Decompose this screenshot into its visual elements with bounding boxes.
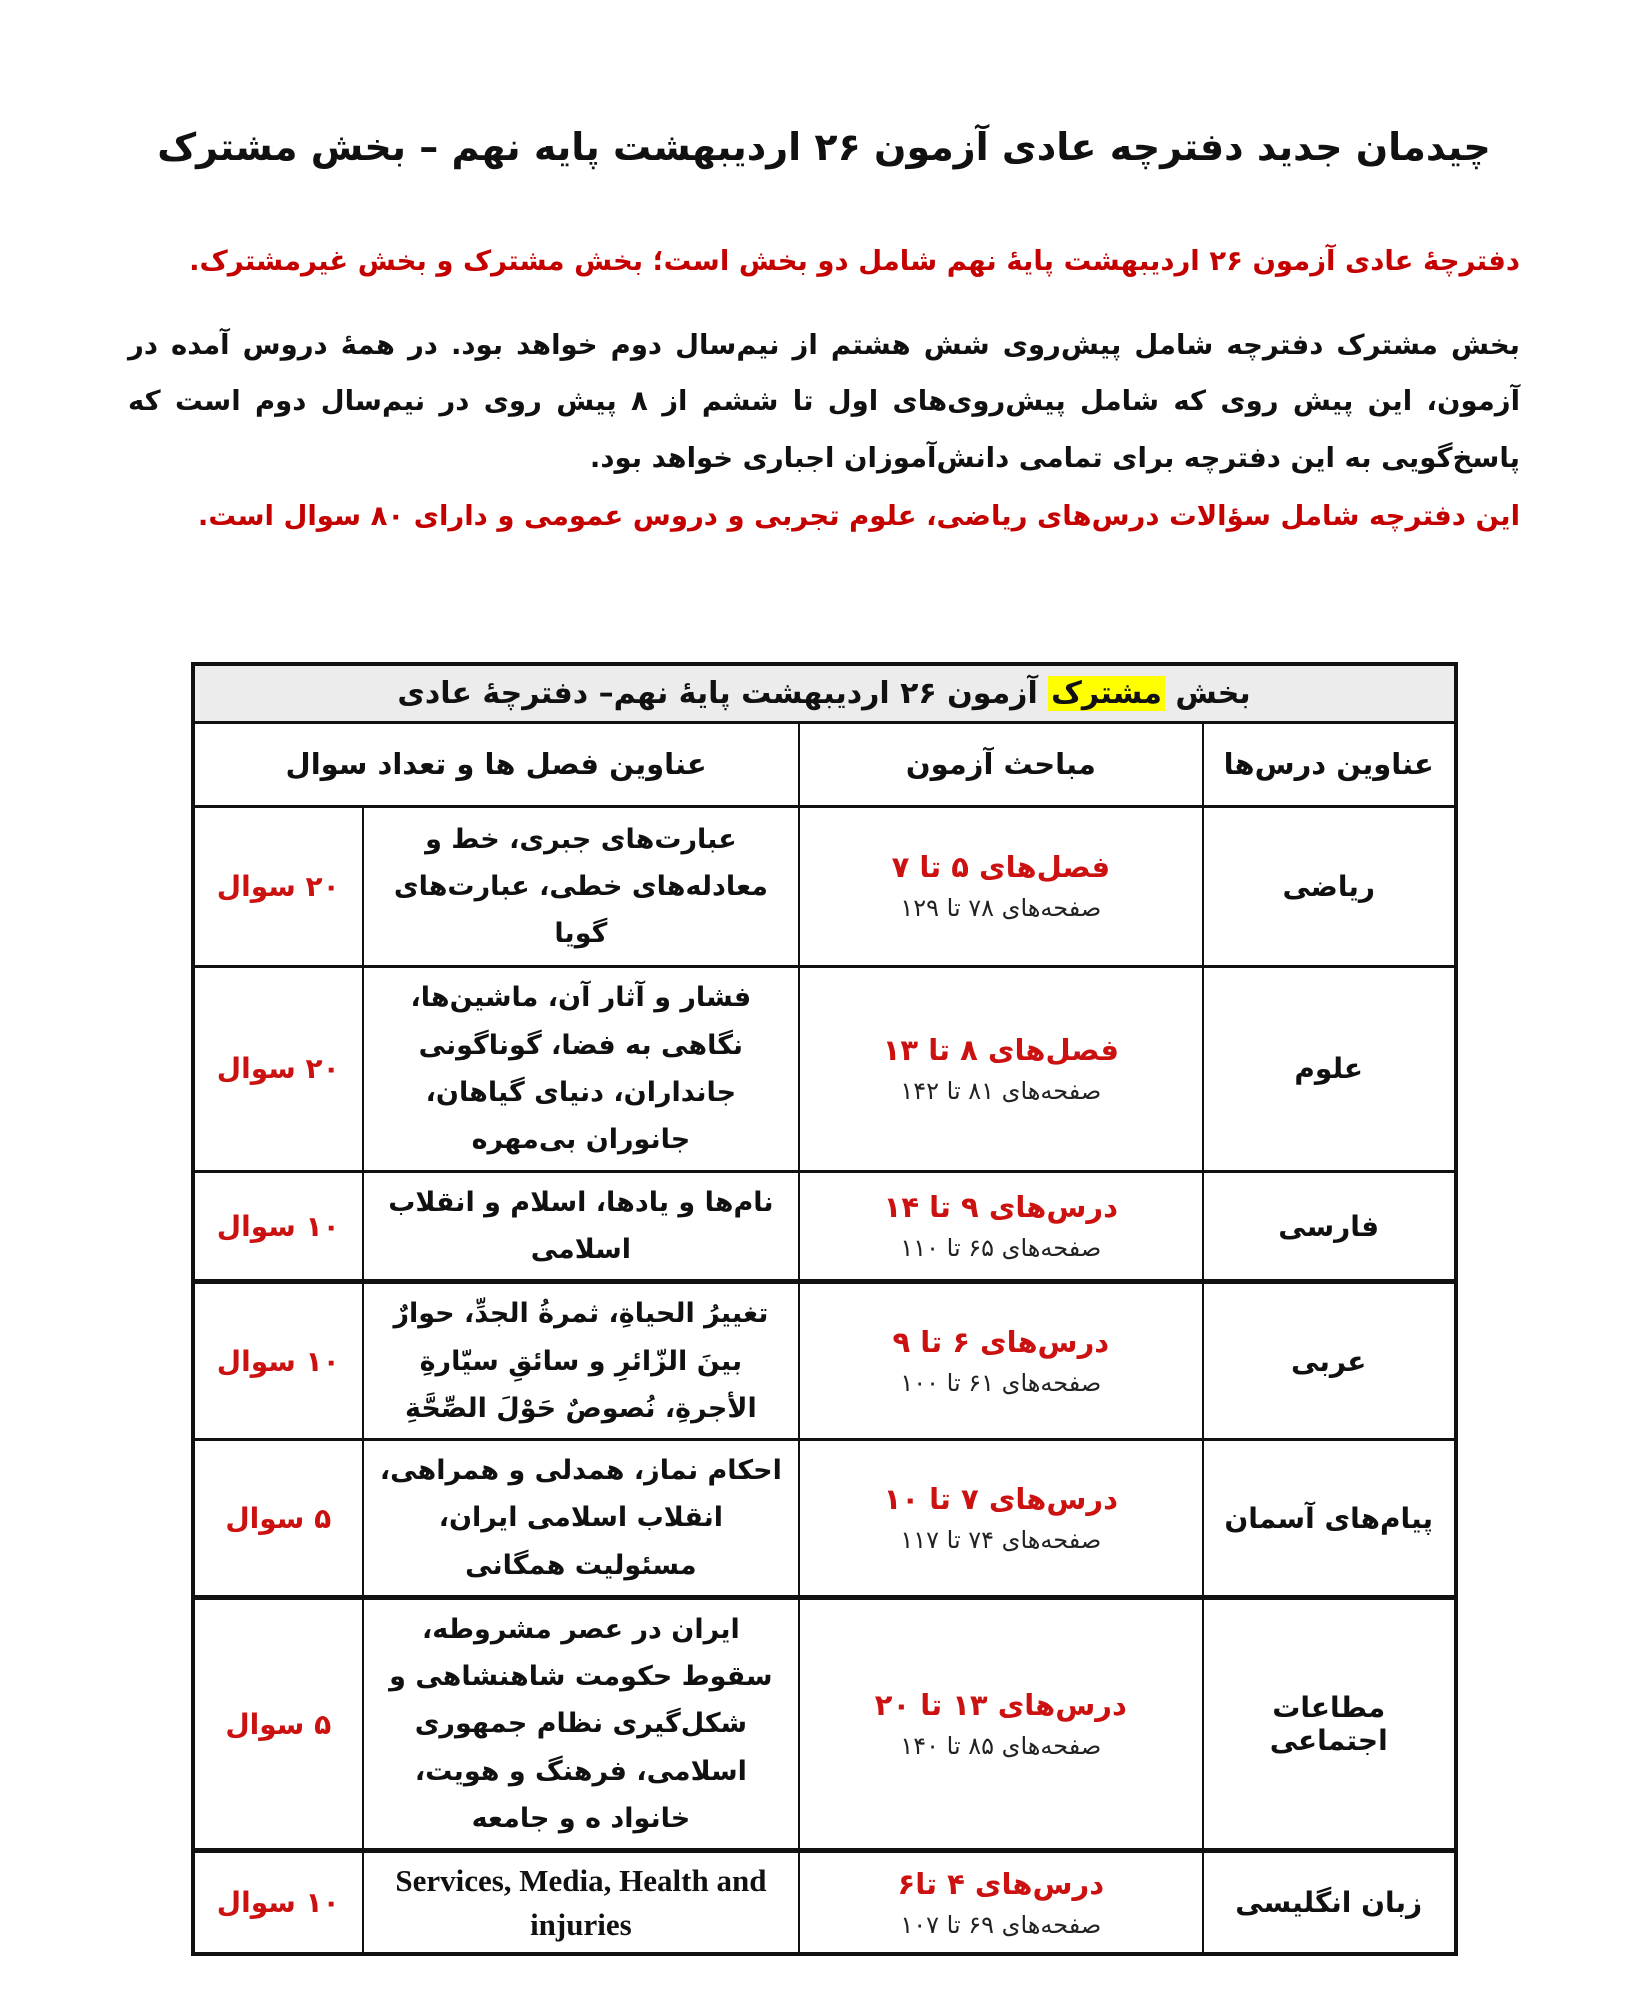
topic-range: درس‌های ۴ تا۶ <box>897 1866 1105 1901</box>
summary-paragraph: این دفترچه شامل سؤالات درس‌های ریاضی، علوم تجربی و دروس عمومی و دارای ۸۰ سوال است. <box>197 500 1520 533</box>
topic-cell <box>799 1597 1203 1850</box>
chapter-titles: ایران در عصر مشروطه، سقوط حکومت شاهنشاهی و شکل‌گیری نظام جمهوری اسلامی، فرهنگ و هویت، خانواد ه و جامعه <box>363 1597 799 1850</box>
chapter-titles: عبارت‌های جبری، خط و معادله‌های خطی، عبارت‌های گویا <box>363 806 799 966</box>
chapter-titles: تغییرُ الحیاةِ، ثمرةُ الجدِّ، حوارٌ بینَ الزّائرِ و سائقِ سیّارةِ الأجرةِ، نُصوصٌ حَوْلَ الصِّحَّةِ <box>363 1282 799 1440</box>
table-row <box>193 1440 1456 1598</box>
question-count: ۵ سوال <box>193 1597 364 1850</box>
table-title-highlight: مشترک <box>1048 676 1165 711</box>
lesson-name: مطاعات اجتماعی <box>1203 1597 1456 1850</box>
topic-range: فصل‌های ۸ تا ۱۳ <box>882 1032 1119 1067</box>
chapter-titles: Services, Media, Health and injuries <box>363 1851 799 1954</box>
topic-range: درس‌های ۶ تا ۹ <box>892 1325 1110 1360</box>
topic-cell <box>799 966 1203 1171</box>
question-count: ۲۰ سوال <box>193 966 364 1171</box>
question-count: ۱۰ سوال <box>193 1851 364 1954</box>
topic-cell <box>799 1851 1203 1954</box>
topic-cell <box>799 1282 1203 1440</box>
topic-pages: صفحه‌های ۶۵ تا ۱۱۰ <box>900 1234 1102 1263</box>
page-title: چیدمان جدید دفترچه عادی آزمون ۲۶ اردیبهشت پایه نهم – بخش مشترک <box>157 125 1491 169</box>
lesson-name: پیام‌های آسمان <box>1203 1440 1456 1598</box>
topic-pages: صفحه‌های ۸۱ تا ۱۴۲ <box>900 1076 1102 1105</box>
table-title <box>193 664 1456 722</box>
lesson-name: فارسی <box>1203 1171 1456 1282</box>
chapter-titles: فشار و آثار آن، ماشین‌ها، نگاهی به فضا، گوناگونی جانداران، دنیای گیاهان، جانوران بی‌مهره <box>363 966 799 1171</box>
lesson-name: علوم <box>1203 966 1456 1171</box>
col-header-chapters: عناوین فصل ها و تعداد سوال <box>193 722 799 806</box>
question-count: ۵ سوال <box>193 1440 364 1598</box>
topic-range: درس‌های ۱۳ تا ۲۰ <box>874 1688 1127 1723</box>
table-title-row <box>193 664 1456 722</box>
col-header-lessons: عناوین درس‌ها <box>1203 722 1456 806</box>
topic-cell <box>799 1171 1203 1282</box>
chapter-titles: نام‌ها و یادها، اسلام و انقلاب اسلامی <box>363 1171 799 1282</box>
table-title-prefix: بخش <box>1164 676 1251 712</box>
topic-range: فصل‌های ۵ تا ۷ <box>891 850 1111 885</box>
question-count: ۱۰ سوال <box>193 1282 364 1440</box>
topic-pages: صفحه‌های ۶۹ تا ۱۰۷ <box>900 1910 1102 1939</box>
table-row <box>193 1597 1456 1850</box>
col-header-topics: مباحث آزمون <box>799 722 1203 806</box>
body-paragraph: بخش مشترک دفترچه شامل پیش‌روی شش هشتم از نیم‌سال دوم خواهد بود. در همهٔ دروس آمده در آزمون، این پیش روی که شامل پیش‌روی‌های اول تا ششم از ۸ پیش روی در نیم‌سال دوم است که پاسخ‌گویی به این دفترچه برای تمامی دانش‌آموزان اجباری خواهد بود. <box>128 328 1520 474</box>
table-row <box>193 806 1456 966</box>
table-row <box>193 966 1456 1171</box>
table-body <box>193 806 1456 1954</box>
topic-cell <box>799 1440 1203 1598</box>
topic-pages: صفحه‌های ۷۴ تا ۱۱۷ <box>900 1526 1102 1555</box>
table-row <box>193 1171 1456 1282</box>
topic-pages: صفحه‌های ۸۵ تا ۱۴۰ <box>900 1732 1102 1761</box>
intro-paragraph: دفترچهٔ عادی آزمون ۲۶ اردیبهشت پایهٔ نهم شامل دو بخش است؛ بخش مشترک و بخش غیرمشترک. <box>189 244 1520 277</box>
table-row <box>193 1282 1456 1440</box>
table-title-suffix: آزمون ۲۶ اردیبهشت پایهٔ نهم– دفترچهٔ عادی <box>397 676 1049 712</box>
topic-range: درس‌های ۷ تا ۱۰ <box>883 1482 1118 1517</box>
topic-pages: صفحه‌های ۶۱ تا ۱۰۰ <box>900 1369 1102 1398</box>
lesson-name: زبان انگلیسی <box>1203 1851 1456 1954</box>
topic-range: درس‌های ۹ تا ۱۴ <box>883 1190 1118 1225</box>
exam-sections-table <box>191 662 1458 1956</box>
question-count: ۱۰ سوال <box>193 1171 364 1282</box>
column-header-row <box>193 722 1456 806</box>
topic-pages: صفحه‌های ۷۸ تا ۱۲۹ <box>900 894 1102 923</box>
chapter-titles: احکام نماز، همدلی و همراهی، انقلاب اسلامی ایران، مسئولیت همگانی <box>363 1440 799 1598</box>
topic-cell <box>799 806 1203 966</box>
question-count: ۲۰ سوال <box>193 806 364 966</box>
table-row <box>193 1851 1456 1954</box>
lesson-name: عربی <box>1203 1282 1456 1440</box>
lesson-name: ریاضی <box>1203 806 1456 966</box>
